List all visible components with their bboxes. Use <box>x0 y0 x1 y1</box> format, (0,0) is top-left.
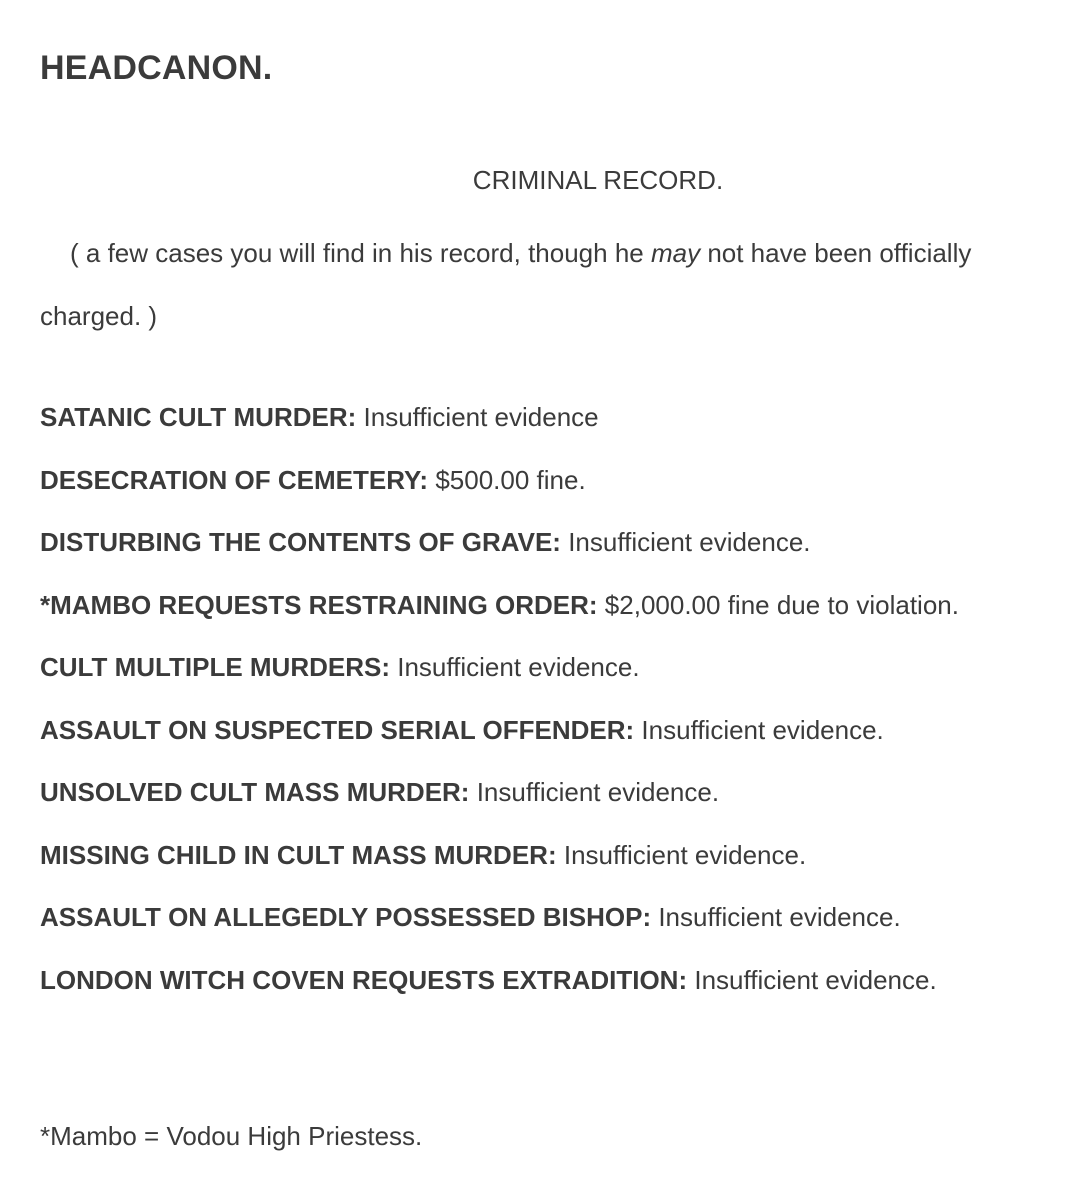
record-outcome: Insufficient evidence. <box>556 839 807 870</box>
record-outcome: Insufficient evidence. <box>651 902 901 932</box>
section-heading: CRIMINAL RECORD. <box>472 165 724 195</box>
footnote: *Mambo = Vodou High Priestess. <box>40 1121 423 1151</box>
record-charge: ASSAULT ON ALLEGEDLY POSSESSED BISHOP: <box>40 902 652 932</box>
record-charge: *MAMBO REQUESTS RESTRAINING ORDER: <box>40 589 598 620</box>
record-charge: DISTURBING THE CONTENTS OF GRAVE: <box>40 527 561 557</box>
record-charge: LONDON WITCH COVEN REQUESTS EXTRADITION: <box>40 964 688 995</box>
record-item <box>40 574 1050 637</box>
record-outcome: Insufficient evidence. <box>687 964 937 995</box>
record-charge: CULT MULTIPLE MURDERS: <box>40 652 390 682</box>
record-outcome: Insufficient evidence <box>356 402 599 432</box>
record-outcome: Insufficient evidence. <box>469 777 720 807</box>
record-item <box>40 386 1050 449</box>
record-outcome: Insufficient evidence. <box>634 714 884 745</box>
record-outcome: Insufficient evidence. <box>390 652 640 682</box>
record-charge: DESECRATION OF CEMETERY: <box>40 464 429 495</box>
intro-text-before: ( a few cases you will find in his record, though he <box>70 238 651 268</box>
record-item <box>40 761 1050 824</box>
record-charge: MISSING CHILD IN CULT MASS MURDER: <box>40 839 557 870</box>
record-outcome: $2,000.00 fine due to violation. <box>597 589 959 620</box>
record-outcome: Insufficient evidence. <box>560 527 811 557</box>
record-charge: UNSOLVED CULT MASS MURDER: <box>40 777 470 807</box>
record-outcome: $500.00 fine. <box>428 464 586 495</box>
page-title: HEADCANON. <box>40 49 273 87</box>
record-item <box>40 449 1050 512</box>
record-item <box>40 511 1050 574</box>
intro-emphasis: may <box>650 238 701 268</box>
record-item <box>40 636 1050 699</box>
record-charge: ASSAULT ON SUSPECTED SERIAL OFFENDER: <box>40 714 635 745</box>
intro-text-after: not have been officially charged. ) <box>40 238 972 331</box>
criminal-record-list <box>40 386 1050 1011</box>
record-item <box>40 824 1050 887</box>
record-item <box>40 949 1050 1012</box>
record-item <box>40 699 1050 762</box>
intro-note <box>40 222 1040 347</box>
record-item <box>40 886 1050 949</box>
record-charge: SATANIC CULT MURDER: <box>40 402 357 432</box>
